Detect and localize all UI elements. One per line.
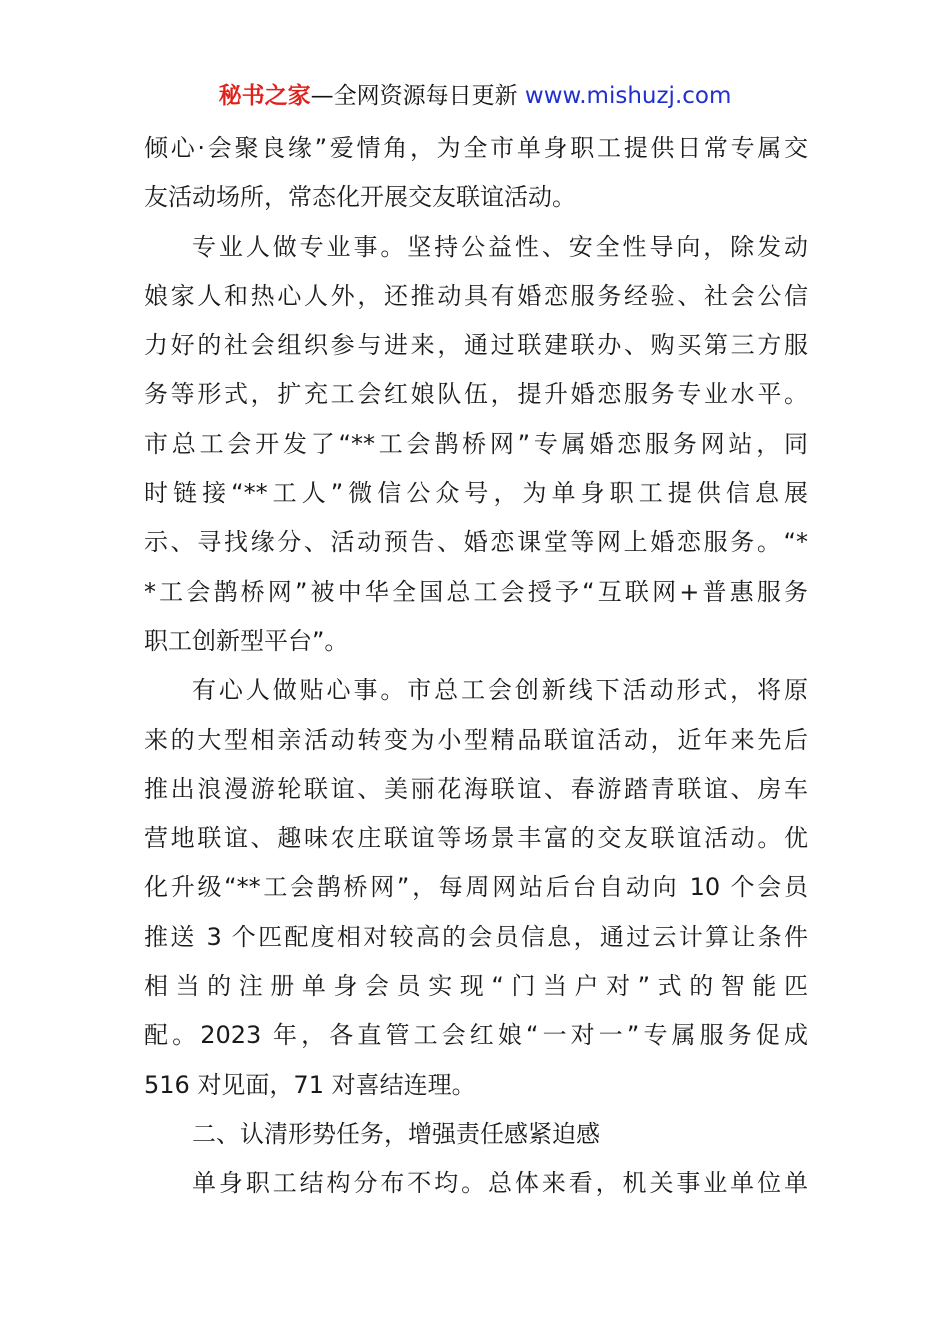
text-line: 力好的社会组织参与进来，通过联建联办、购买第三方服 — [144, 331, 808, 360]
site-header — [0, 80, 950, 112]
text-line: 516 对见面，71 对喜结连理。 — [144, 1070, 476, 1099]
text-line: *工会鹊桥网”被中华全国总工会授予“互联网+普惠服务 — [144, 577, 808, 606]
text-line: 示、寻找缘分、活动预告、婚恋课堂等网上婚恋服务。“* — [144, 528, 808, 557]
paragraph-start: 有心人做贴心事。市总工会创新线下活动形式，将原 — [192, 676, 808, 705]
text-line: 配。2023 年，各直管工会红娘“一对一”专属服务促成 — [144, 1021, 808, 1050]
site-url[interactable]: www.mishuzj.com — [524, 83, 732, 109]
text-line: 务等形式，扩充工会红娘队伍，提升婚恋服务专业水平。 — [144, 380, 808, 409]
text-line: 市总工会开发了“**工会鹊桥网”专属婚恋服务网站，同 — [144, 429, 808, 458]
text-line: 时链接“**工人”微信公众号，为单身职工提供信息展 — [144, 479, 808, 508]
paragraph-start: 专业人做专业事。坚持公益性、安全性导向，除发动 — [192, 232, 808, 261]
text-line: 化升级“**工会鹊桥网”，每周网站后台自动向 10 个会员 — [144, 873, 808, 902]
text-line: 职工创新型平台”。 — [144, 626, 349, 655]
text-line: 倾心·会聚良缘”爱情角，为全市单身职工提供日常专属交 — [144, 134, 808, 162]
paragraph-start: 单身职工结构分布不均。总体来看，机关事业单位单 — [192, 1169, 808, 1198]
header-tagline: —全网资源每日更新 — [310, 83, 518, 109]
text-line: 推送 3 个匹配度相对较高的会员信息，通过云计算让条件 — [144, 922, 808, 951]
section-heading: 二、认清形势任务，增强责任感紧迫感 — [192, 1119, 600, 1148]
brand-name: 秘书之家 — [218, 83, 311, 109]
text-line: 娘家人和热心人外，还推动具有婚恋服务经验、社会公信 — [144, 281, 808, 310]
text-line: 推出浪漫游轮联谊、美丽花海联谊、春游踏青联谊、房车 — [144, 774, 808, 803]
text-line: 营地联谊、趣味农庄联谊等场景丰富的交友联谊活动。优 — [144, 824, 808, 853]
text-line: 来的大型相亲活动转变为小型精品联谊活动，近年来先后 — [144, 725, 808, 754]
document-body — [144, 124, 808, 1209]
text-line: 相当的注册单身会员实现“门当户对”式的智能匹 — [144, 972, 808, 1001]
text-line: 友活动场所，常态化开展交友联谊活动。 — [144, 183, 576, 212]
